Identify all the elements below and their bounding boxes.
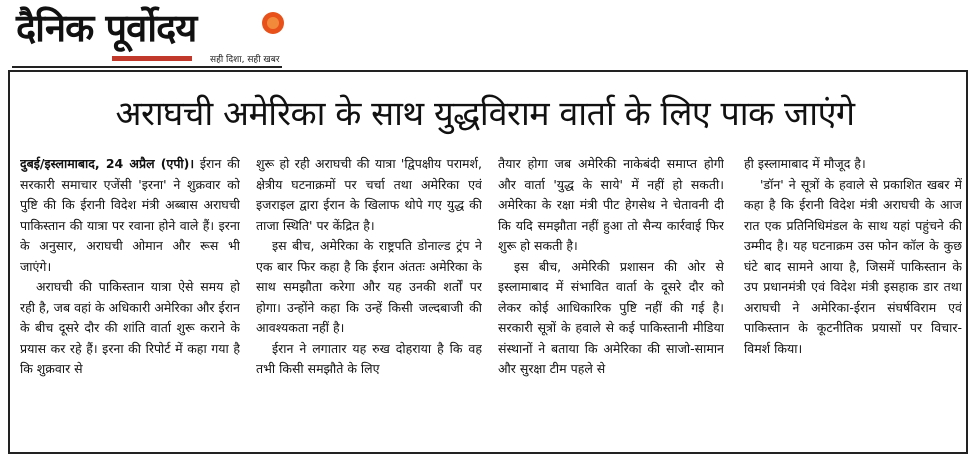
- masthead: [12, 4, 287, 68]
- article-column-2: [256, 154, 482, 450]
- article-paragraph: ईरान ने लगातार यह रुख दोहराया है कि वह तभी किसी समझौते के लिए: [256, 340, 482, 376]
- article-paragraph: इस बीच, अमेरिका के राष्ट्रपति डोनाल्ड ट्रंप ने एक बार फिर कहा है कि ईरान अंततः अमेरिका के साथ समझौता करेगा और यह उनकी शर्तों पर होगा। उन्होंने कहा कि उन्हें किसी जल्दबाजी की आवश्यकता नहीं है।: [256, 238, 482, 335]
- article-column-1: [20, 154, 240, 450]
- article-paragraph: तैयार होगा जब अमेरिकी नाकेबंदी समाप्त होगी और वार्ता 'युद्ध के साये' में नहीं हो सकती। अमेरिका के रक्षा मंत्री पीट हेगसेथ ने चेतावनी दी कि यदि समझौता नहीं हुआ तो सैन्य कार्रवाई फिर शुरू हो सकती है।: [498, 156, 724, 253]
- article-column-4: [744, 154, 962, 450]
- sun-logo-icon: [262, 12, 284, 34]
- newspaper-tagline: सही दिशा, सही खबर: [210, 55, 280, 65]
- article-headline: अराघची अमेरिका के साथ युद्धविराम वार्ता के लिए पाक जाएंगे: [115, 94, 855, 134]
- article-column-3: [498, 154, 724, 450]
- article-paragraph: शुरू हो रही अराघची की यात्रा 'द्विपक्षीय परामर्श, क्षेत्रीय घटनाक्रमों पर चर्चा तथा अमेरिका एवं इजराइल द्वारा ईरान के खिलाफ थोपे गए युद्ध की ताजा स्थिति' पर केंद्रित है।: [256, 156, 482, 233]
- masthead-rule: [12, 66, 282, 68]
- article-paragraph: ही इस्लामाबाद में मौजूद है।: [744, 156, 866, 171]
- article-paragraph: 'डॉन' ने सूत्रों के हवाले से प्रकाशित खबर में कहा है कि ईरानी विदेश मंत्री अराघची के आज रात एक प्रतिनिधिमंडल के साथ यहां पहुंचने की उम्मीद है। यह घटनाक्रम उस फोन कॉल के कुछ घंटे बाद सामने आया है, जिसमें पाकिस्तान के उप प्रधानमंत्री एवं विदेश मंत्री इसहाक डार तथा अराघची ने अमेरिका-ईरान संघर्षविराम एवं पाकिस्तान के कूटनीतिक प्रयासों पर विचार-विमर्श किया।: [744, 176, 962, 356]
- article-paragraph: अराघची की पाकिस्तान यात्रा ऐसे समय हो रही है, जब वहां के अधिकारी अमेरिका और ईरान के बीच दूसरे दौर की शांति वार्ता शुरू कराने के प्रयास कर रहे हैं। इरना की रिपोर्ट में कहा गया है कि शुक्रवार से: [20, 279, 240, 376]
- paragraph-text: ईरान की सरकारी समाचार एजेंसी 'इरना' ने शुक्रवार को पुष्टि की कि ईरानी विदेश मंत्री अब्बास अराघची पाकिस्तान की यात्रा पर रवाना होने वाले हैं। इरना के अनुसार, अराघची ओमान और रूस भी जाएंगे।: [20, 156, 240, 274]
- article-paragraph: [20, 154, 240, 277]
- newspaper-title: दैनिक पूर्वोदय: [16, 6, 197, 50]
- article-paragraph: इस बीच, अमेरिकी प्रशासन की ओर से इस्लामाबाद में संभावित वार्ता के दूसरे दौर को लेकर कोई आधिकारिक पुष्टि नहीं की गई है। सरकारी सूत्रों के हवाले से कई पाकिस्तानी मीडिया संस्थानों ने बताया कि अमेरिका की साजो-सामान और सुरक्षा टीम पहले से: [498, 258, 724, 376]
- article-dateline: दुबई/इस्लामाबाद, 24 अप्रैल (एपी)।: [20, 156, 195, 171]
- masthead-strip: [112, 56, 192, 61]
